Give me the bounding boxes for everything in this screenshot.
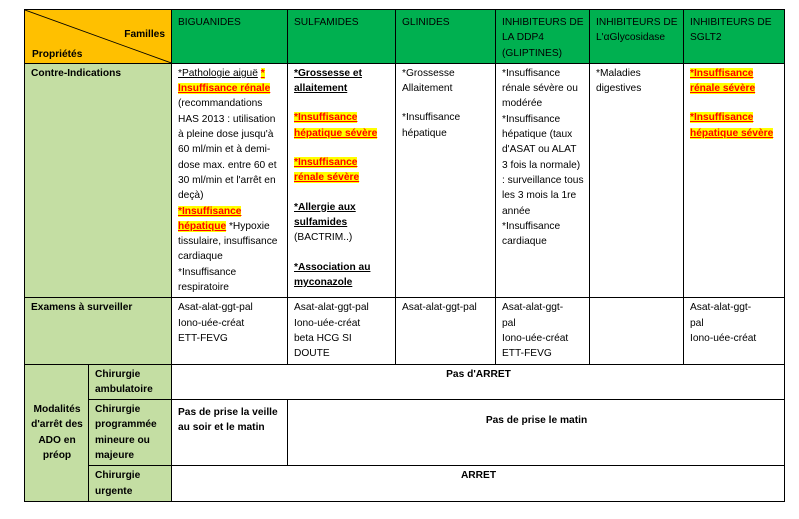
ci-ddp4-p2: *Insuffisance hépatique (taux d'ASAT ou ALAT 3 fois la normale) : surveillance tous les 3 mois la 1re année — [502, 113, 584, 217]
proprietes-label: Propriétés — [32, 48, 83, 60]
col-header-sglt2: INHIBITEURS DE SGLT2 — [684, 10, 785, 64]
cell-ci-biguanides — [172, 63, 288, 297]
ci-sul-p1: *Grossesse et allaitement — [294, 67, 362, 95]
ci-big-p5: *Insuffisance hépatique — [178, 205, 242, 232]
cell-urgente: ARRET — [172, 466, 785, 502]
ci-big-p4: (recommandations HAS 2013 : utilisation à pleine dose jusqu'à 60 ml/min et à demi-dose max. entre 60 et 30 ml/min et l'arrêt en deçà) — [178, 98, 277, 202]
ci-sul-p5: (BACTRIM..) — [294, 232, 353, 244]
ex-sul-3: DOUTE — [294, 348, 330, 360]
row-label-modalites: Modalités d'arrêt des ADO en préop — [25, 364, 89, 501]
cell-ci-sulfamides — [288, 63, 396, 297]
row-examens — [25, 298, 785, 364]
ex-sul-2: beta HCG SI — [294, 332, 352, 344]
ex-ddp4-2: Iono-uée-créat — [502, 332, 569, 344]
ado-table — [24, 9, 785, 502]
ci-ddp4-p1: *Insuffisance rénale sévère ou modérée — [502, 67, 578, 110]
cell-programmee-others: Pas de prise le matin — [288, 400, 785, 466]
ci-gly-p1: *Maladies digestives — [596, 67, 642, 95]
ci-sul-p4: *Allergie aux sulfamides — [294, 201, 356, 228]
row-contre-indications — [25, 63, 785, 297]
cell-ex-ddp4 — [496, 298, 590, 364]
familles-label: Familles — [124, 29, 165, 40]
ci-big-p7: *Insuffisance respiratoire — [178, 266, 237, 294]
row-modalites-ambulatoire — [25, 364, 785, 400]
row-label-contre-indications: Contre-Indications — [25, 63, 172, 297]
cell-ex-glycosidase — [590, 298, 684, 364]
cell-ex-biguanides — [172, 298, 288, 364]
ex-ddp4-3: ETT-FEVG — [502, 348, 552, 360]
ci-big-p1: *Pathologie aiguë — [178, 67, 258, 79]
col-header-biguanides: BIGUANIDES — [172, 10, 288, 64]
col-header-glycosidase: INHIBITEURS DE L'αGlycosidase — [590, 10, 684, 64]
cell-ex-glinides — [396, 298, 496, 364]
ex-gli-0: Asat-alat-ggt-pal — [402, 302, 477, 314]
ci-ddp4-p3: *Insuffisance cardiaque — [502, 220, 561, 248]
ci-gli-p3: *Insuffisance hépatique — [402, 112, 461, 139]
ex-big-0: Asat-alat-ggt-pal — [178, 302, 253, 314]
sub-label-ambulatoire: Chirurgie ambulatoire — [89, 364, 172, 400]
sub-label-urgente: Chirurgie urgente — [89, 466, 172, 502]
cell-ex-sglt2 — [684, 298, 785, 364]
ex-ddp4-1: pal — [502, 317, 516, 329]
ci-sul-p2: *Insuffisance hépatique sévère — [294, 112, 378, 139]
ex-sglt2-1: pal — [690, 317, 704, 329]
ci-sglt2-p1: *Insuffisance rénale sévère — [690, 67, 756, 95]
ci-big-p6: *Hypoxie tissulaire, insuffisance cardiaque — [178, 220, 278, 263]
ci-gli-p1: *Grossesse — [402, 67, 455, 79]
ex-sul-0: Asat-alat-ggt-pal — [294, 302, 369, 314]
ex-sul-1: Iono-uée-créat — [294, 317, 361, 329]
cell-ci-sglt2 — [684, 63, 785, 297]
cell-ex-sulfamides — [288, 298, 396, 364]
ex-big-1: Iono-uée-créat — [178, 317, 245, 329]
cell-ci-ddp4 — [496, 63, 590, 297]
ci-sul-p3: *Insuffisance rénale sévère — [294, 157, 360, 184]
ci-big-p3: Insuffisance rénale — [178, 83, 271, 95]
ex-ddp4-0: Asat-alat-ggt- — [502, 302, 564, 314]
corner-cell — [25, 10, 172, 64]
cell-ambulatoire: Pas d'ARRET — [172, 364, 785, 400]
cell-ci-glycosidase — [590, 63, 684, 297]
col-header-glinides: GLINIDES — [396, 10, 496, 64]
ci-gli-p2: Allaitement — [402, 83, 453, 95]
row-modalites-urgente — [25, 466, 785, 502]
sub-label-programmee: Chirurgie programmée mineure ou majeure — [89, 400, 172, 466]
cell-programmee-biguanides: Pas de prise la veille au soir et le matin — [172, 400, 288, 466]
ci-sglt2-p2: *Insuffisance hépatique sévère — [690, 112, 774, 139]
col-header-sulfamides: SULFAMIDES — [288, 10, 396, 64]
row-modalites-programmee — [25, 400, 785, 466]
ci-sul-p6: *Association au myconazole — [294, 261, 371, 288]
header-row — [25, 10, 785, 64]
ex-big-2: ETT-FEVG — [178, 332, 228, 344]
col-header-ddp4: INHIBITEURS DE LA DDP4 (GLIPTINES) — [496, 10, 590, 64]
ex-sglt2-2: Iono-uée-créat — [690, 332, 757, 344]
ex-sglt2-0: Asat-alat-ggt- — [690, 302, 752, 314]
ci-big-p2: * — [260, 67, 265, 79]
row-label-examens: Examens à surveiller — [25, 298, 172, 364]
cell-ci-glinides — [396, 63, 496, 297]
